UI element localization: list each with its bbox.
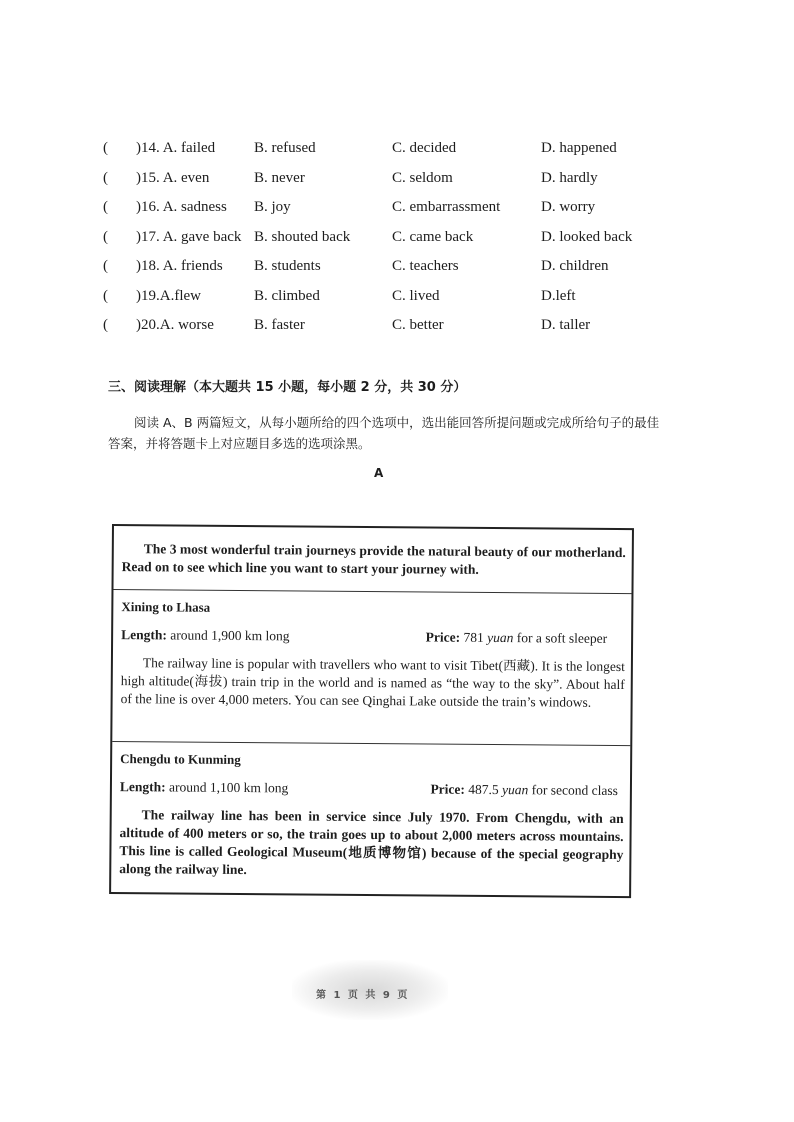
passage-letter: A: [374, 466, 384, 480]
answer-paren: (: [103, 258, 108, 274]
price-label: Price:: [430, 781, 466, 797]
price-suffix: for a soft sleeper: [513, 630, 608, 646]
question-number: )15.: [136, 169, 160, 186]
option-row-17: [0, 229, 794, 259]
route-description: The railway line is popular with travellers who want to visit Tibet(西藏). It is the longest high altitude(海拔) train trip in the world and is named as “the way to the sky”. About half of the line is over 4,000 meters. You can see Qinghai Lake outside the train’s windows.: [120, 655, 625, 710]
option-c: C. seldom: [392, 169, 453, 186]
option-a-text: A. friends: [162, 258, 223, 274]
option-d: D. taller: [541, 317, 591, 333]
option-a: [136, 199, 227, 216]
option-c: C. better: [392, 317, 444, 333]
option-d: D.left: [541, 287, 576, 304]
option-a-text: A. even: [162, 169, 210, 186]
route-name: Xining to Lhasa: [121, 599, 211, 615]
answer-paren: (: [103, 140, 108, 156]
page-footer: 第 1 页 共 9 页: [316, 990, 410, 1001]
option-b: B. faster: [254, 317, 305, 333]
price-unit: yuan: [487, 629, 514, 646]
option-c: C. teachers: [392, 258, 459, 274]
length-label: Length:: [121, 627, 167, 643]
route-price: [426, 628, 608, 647]
option-row-18: [0, 258, 794, 288]
option-row-19: [0, 288, 794, 318]
option-b: B. never: [254, 169, 305, 186]
option-a: [136, 229, 241, 246]
option-a: [136, 140, 215, 157]
passage-intro: The 3 most wonderful train journeys provide the natural beauty of our motherland. Read on to see which line you want to start your journey with.: [113, 526, 631, 594]
price-suffix: for second class: [528, 782, 618, 798]
question-number: )18.: [136, 258, 160, 274]
option-d: D. looked back: [541, 228, 633, 245]
answer-paren: (: [103, 199, 108, 215]
answer-paren: (: [103, 317, 108, 333]
route-chengdu-kunming: [111, 742, 630, 882]
question-number: )16.: [136, 199, 160, 215]
option-row-20: [0, 317, 794, 347]
option-a-text: A. worse: [159, 317, 214, 333]
option-row-14: [0, 140, 794, 170]
question-number: )20.: [136, 317, 160, 333]
option-a: [136, 288, 201, 305]
option-d: D. children: [541, 258, 609, 274]
price-label: Price:: [425, 629, 461, 645]
option-c: C. lived: [392, 287, 440, 304]
option-c: C. decided: [392, 140, 457, 156]
option-d: D. hardly: [541, 169, 598, 186]
option-a-text: A. gave back: [162, 228, 242, 245]
option-c: C. came back: [392, 228, 474, 245]
route-length: [120, 778, 289, 797]
option-b: B. climbed: [254, 287, 320, 304]
option-a: [136, 170, 209, 187]
route-meta: [120, 778, 624, 800]
length-value: around 1,900 km long: [166, 627, 290, 644]
option-a-text: A. sadness: [162, 199, 227, 215]
option-b: B. students: [254, 258, 321, 274]
section-instructions: 阅读 A、B 两篇短文，从每小题所给的四个选项中，选出能回答所提问题或完成所给句子的最佳答案，并将答题卡上对应题目多选的选项涂黑。: [108, 415, 660, 451]
option-a-text: A. failed: [162, 140, 216, 156]
route-price: [430, 781, 618, 800]
option-a: [136, 317, 214, 334]
section-title: 三、阅读理解（本大题共 15 小题，每小题 2 分，共 30 分）: [108, 380, 467, 395]
answer-paren: (: [103, 169, 108, 186]
option-c: C. embarrassment: [392, 199, 501, 215]
option-a: [136, 258, 223, 275]
price-value: 781: [460, 629, 488, 645]
question-number: )17.: [136, 228, 160, 245]
question-number: )19.: [136, 287, 160, 304]
cloze-options: [0, 140, 794, 347]
length-label: Length:: [119, 779, 166, 795]
question-number: )14.: [136, 140, 160, 156]
option-d: D. happened: [541, 140, 617, 156]
option-a-text: A.flew: [159, 287, 201, 304]
option-row-15: [0, 170, 794, 200]
price-value: 487.5: [464, 781, 503, 798]
option-b: B. joy: [254, 199, 291, 215]
option-b: B. refused: [254, 140, 316, 156]
length-value: around 1,100 km long: [165, 779, 289, 796]
option-b: B. shouted back: [254, 228, 351, 245]
option-d: D. worry: [541, 199, 596, 215]
route-meta: [121, 626, 625, 648]
answer-paren: (: [103, 287, 108, 304]
passage-box: [109, 524, 634, 898]
route-xining-lhasa: [112, 590, 631, 746]
route-description: The railway line has been in service since July 1970. From Chengdu, with an altitude of 400 meters or so, the train goes up to about 2,000 meters across mountains. This line is called Geological Museum(地质博物馆) because of the special geography along the railway line.: [119, 807, 624, 878]
option-row-16: [0, 199, 794, 229]
route-length: [121, 626, 290, 645]
route-name: Chengdu to Kunming: [120, 751, 241, 768]
price-unit: yuan: [502, 782, 529, 798]
answer-paren: (: [103, 228, 108, 245]
